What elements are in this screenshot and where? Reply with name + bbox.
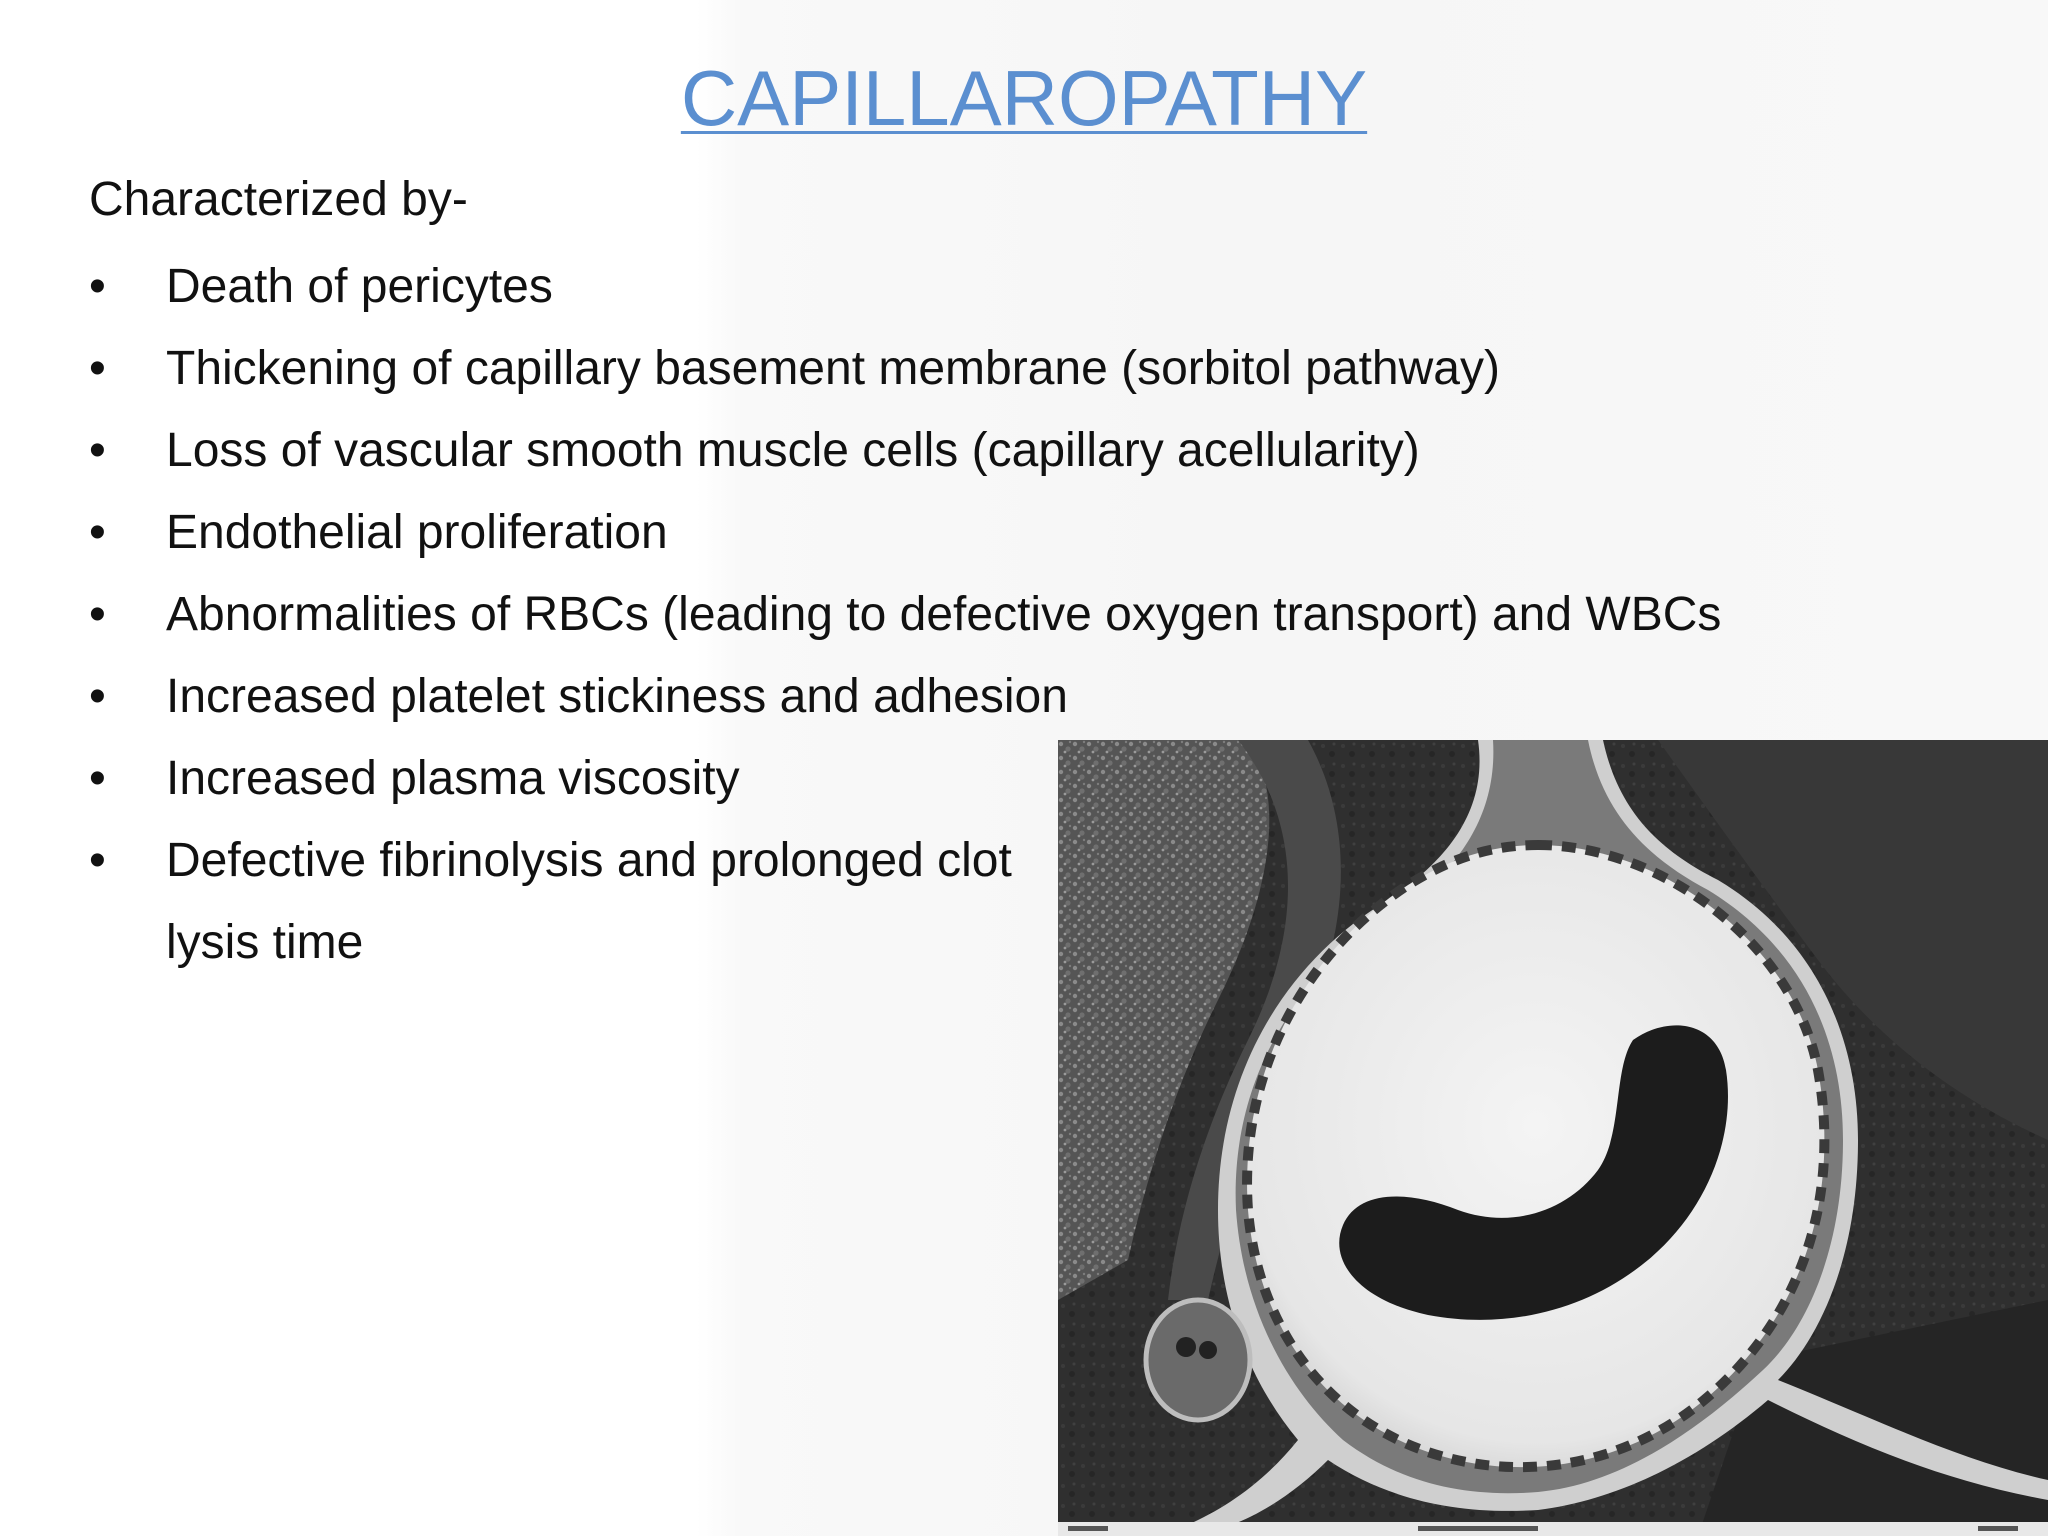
bullet-icon: •	[89, 834, 106, 887]
bullet-text: Abnormalities of RBCs (leading to defective oxygen transport) and WBCs	[166, 588, 1722, 641]
bullet-item	[89, 492, 1989, 574]
bullet-text: Death of pericytes	[166, 260, 553, 313]
bullet-item	[89, 246, 1989, 328]
bullet-text: Loss of vascular smooth muscle cells (capillary acellularity)	[166, 424, 1420, 477]
slide-title: CAPILLAROPATHY	[680, 54, 1368, 142]
bullet-item	[89, 410, 1989, 492]
bullet-item	[89, 820, 1096, 984]
capillary-micrograph-image	[1058, 740, 2048, 1536]
bullet-item	[89, 574, 1989, 656]
intro-text: Characterized by-	[89, 173, 468, 226]
bullet-icon: •	[89, 424, 106, 477]
bullet-text: Endothelial proliferation	[166, 506, 668, 559]
bullet-item	[89, 328, 1989, 410]
bullet-text: Increased platelet stickiness and adhesion	[166, 670, 1068, 723]
bullet-icon: •	[89, 260, 106, 313]
bullet-icon: •	[89, 752, 106, 805]
bullet-item	[89, 656, 1989, 738]
bullet-icon: •	[89, 506, 106, 559]
bullet-icon: •	[89, 588, 106, 641]
bullet-icon: •	[89, 342, 106, 395]
bullet-text: Defective fibrinolysis and prolonged clot lysis time	[166, 834, 1012, 969]
bullet-icon: •	[89, 670, 106, 723]
bullet-text: Increased plasma viscosity	[166, 752, 740, 805]
bullet-text: Thickening of capillary basement membrane (sorbitol pathway)	[166, 342, 1500, 395]
